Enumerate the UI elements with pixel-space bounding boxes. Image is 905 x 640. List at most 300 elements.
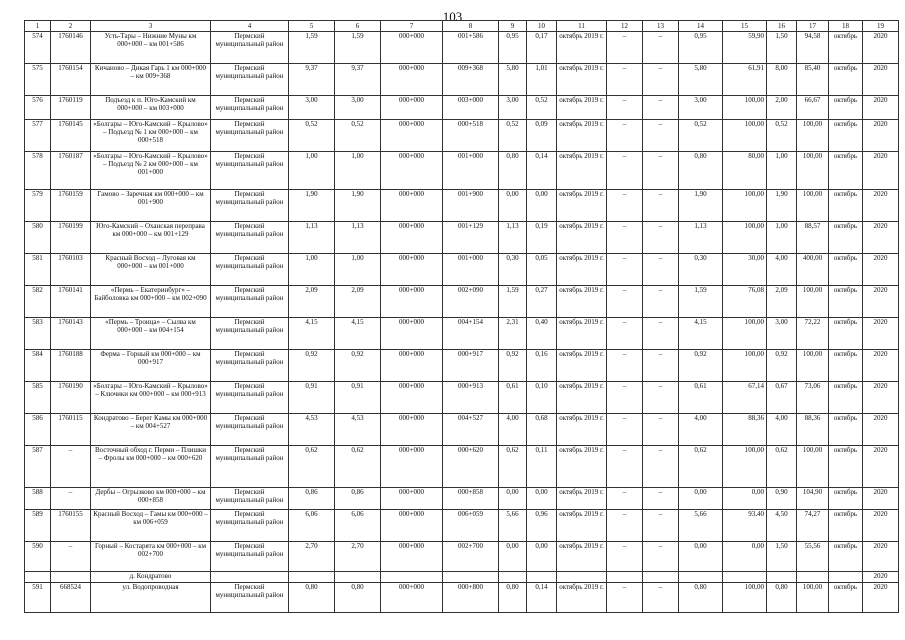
- cell-owner: Пермский муниципальный район: [211, 32, 289, 64]
- cell-name: Красный Восход – Гамы км 000+000 – км 006+059: [91, 510, 211, 542]
- table-row: [25, 510, 899, 542]
- cell-c19: 2020: [863, 222, 899, 254]
- cell-code: 1760187: [51, 152, 91, 190]
- section-empty-cell: [829, 572, 863, 583]
- cell-c19: 2020: [863, 96, 899, 120]
- cell-c9: 3,00: [499, 96, 527, 120]
- cell-c11: октябрь 2019 г.: [557, 152, 607, 190]
- cell-n: 575: [25, 64, 51, 96]
- header-cell: 7: [381, 21, 443, 32]
- cell-c10: 0,27: [527, 286, 557, 318]
- cell-c19: 2020: [863, 583, 899, 613]
- cell-c14: 0,61: [679, 382, 723, 414]
- cell-c12: –: [607, 414, 643, 446]
- cell-c8: 009+368: [443, 64, 499, 96]
- cell-code: 1760103: [51, 254, 91, 286]
- cell-c16: 0,67: [767, 382, 797, 414]
- cell-c13: –: [643, 190, 679, 222]
- cell-c6: 1,00: [335, 254, 381, 286]
- cell-c16: 0,90: [767, 488, 797, 510]
- cell-c18: октябрь: [829, 222, 863, 254]
- cell-c17: 73,06: [797, 382, 829, 414]
- cell-n: 583: [25, 318, 51, 350]
- cell-c8: 000+518: [443, 120, 499, 152]
- cell-c7: 000+000: [381, 96, 443, 120]
- cell-c13: –: [643, 32, 679, 64]
- cell-name: Ферма – Горный км 000+000 – км 000+917: [91, 350, 211, 382]
- cell-c15: 76,08: [723, 286, 767, 318]
- cell-c10: 1,01: [527, 64, 557, 96]
- table-row: [25, 64, 899, 96]
- cell-c9: 4,00: [499, 414, 527, 446]
- cell-code: –: [51, 542, 91, 572]
- cell-c15: 59,90: [723, 32, 767, 64]
- roads-table: [24, 20, 899, 613]
- cell-c9: 0,52: [499, 120, 527, 152]
- section-empty-cell: [527, 572, 557, 583]
- cell-c16: 3,00: [767, 318, 797, 350]
- header-cell: 5: [289, 21, 335, 32]
- cell-c10: 0,05: [527, 254, 557, 286]
- cell-c8: 004+527: [443, 414, 499, 446]
- cell-owner: Пермский муниципальный район: [211, 488, 289, 510]
- cell-c19: 2020: [863, 350, 899, 382]
- cell-c11: октябрь 2019 г.: [557, 254, 607, 286]
- cell-c11: октябрь 2019 г.: [557, 190, 607, 222]
- cell-c12: –: [607, 510, 643, 542]
- cell-c15: 100,00: [723, 446, 767, 488]
- cell-c5: 0,92: [289, 350, 335, 382]
- cell-name: «Болгары – Юго-Камский – Крылово» – Подъезд № 1 км 000+000 – км 000+518: [91, 120, 211, 152]
- section-empty-cell: [211, 572, 289, 583]
- cell-c14: 5,80: [679, 64, 723, 96]
- cell-c7: 000+000: [381, 64, 443, 96]
- cell-owner: Пермский муниципальный район: [211, 414, 289, 446]
- cell-c10: 0,96: [527, 510, 557, 542]
- cell-c5: 3,00: [289, 96, 335, 120]
- cell-c15: 0,00: [723, 542, 767, 572]
- header-cell: 12: [607, 21, 643, 32]
- cell-owner: Пермский муниципальный район: [211, 318, 289, 350]
- cell-c18: октябрь: [829, 190, 863, 222]
- cell-name: «Пермь – Екатеринбург» – Байболовка км 000+000 – км 002+090: [91, 286, 211, 318]
- cell-n: 590: [25, 542, 51, 572]
- cell-c16: 1,00: [767, 222, 797, 254]
- cell-name: ул. Водопроводная: [91, 583, 211, 613]
- cell-c8: 000+917: [443, 350, 499, 382]
- table-row: [25, 286, 899, 318]
- cell-code: 1760199: [51, 222, 91, 254]
- cell-c16: 2,00: [767, 96, 797, 120]
- cell-c11: октябрь 2019 г.: [557, 542, 607, 572]
- cell-code: 1760115: [51, 414, 91, 446]
- cell-c10: 0,00: [527, 542, 557, 572]
- cell-c7: 000+000: [381, 583, 443, 613]
- cell-c5: 0,52: [289, 120, 335, 152]
- cell-c11: октябрь 2019 г.: [557, 488, 607, 510]
- cell-c5: 2,09: [289, 286, 335, 318]
- cell-c16: 4,00: [767, 414, 797, 446]
- cell-c13: –: [643, 254, 679, 286]
- cell-c13: –: [643, 318, 679, 350]
- cell-c17: 100,00: [797, 286, 829, 318]
- cell-c10: 0,52: [527, 96, 557, 120]
- cell-name: «Пермь – Троица» – Сылва км 000+000 – км 004+154: [91, 318, 211, 350]
- cell-c18: октябрь: [829, 542, 863, 572]
- table-row: [25, 190, 899, 222]
- cell-c13: –: [643, 64, 679, 96]
- cell-c12: –: [607, 64, 643, 96]
- cell-c14: 5,66: [679, 510, 723, 542]
- cell-c6: 9,37: [335, 64, 381, 96]
- cell-c16: 4,50: [767, 510, 797, 542]
- cell-c18: октябрь: [829, 96, 863, 120]
- cell-c6: 4,53: [335, 414, 381, 446]
- cell-c7: 000+000: [381, 510, 443, 542]
- table-row: [25, 120, 899, 152]
- table-row: [25, 382, 899, 414]
- cell-c16: 0,52: [767, 120, 797, 152]
- cell-c12: –: [607, 446, 643, 488]
- cell-c7: 000+000: [381, 382, 443, 414]
- cell-name: Дербы – Огрызково км 000+000 – км 000+858: [91, 488, 211, 510]
- cell-c11: октябрь 2019 г.: [557, 64, 607, 96]
- cell-c17: 66,67: [797, 96, 829, 120]
- cell-c5: 1,13: [289, 222, 335, 254]
- table-row: [25, 222, 899, 254]
- cell-c9: 0,00: [499, 542, 527, 572]
- cell-name: «Болгары – Юго-Камский – Крылово» – Ключики км 000+000 – км 000+913: [91, 382, 211, 414]
- cell-n: 574: [25, 32, 51, 64]
- cell-c12: –: [607, 254, 643, 286]
- cell-c19: 2020: [863, 152, 899, 190]
- header-cell: 9: [499, 21, 527, 32]
- cell-c17: 100,00: [797, 583, 829, 613]
- cell-c14: 0,62: [679, 446, 723, 488]
- cell-c14: 1,59: [679, 286, 723, 318]
- cell-c5: 0,91: [289, 382, 335, 414]
- cell-c12: –: [607, 350, 643, 382]
- cell-c12: –: [607, 382, 643, 414]
- cell-owner: Пермский муниципальный район: [211, 96, 289, 120]
- cell-c6: 0,92: [335, 350, 381, 382]
- cell-c17: 100,00: [797, 446, 829, 488]
- cell-c11: октябрь 2019 г.: [557, 318, 607, 350]
- cell-c15: 100,00: [723, 350, 767, 382]
- cell-c7: 000+000: [381, 488, 443, 510]
- cell-c13: –: [643, 583, 679, 613]
- cell-c10: 0,09: [527, 120, 557, 152]
- section-empty-cell: [767, 572, 797, 583]
- cell-c8: 001+586: [443, 32, 499, 64]
- cell-c10: 0,14: [527, 152, 557, 190]
- table-row: [25, 96, 899, 120]
- cell-c18: октябрь: [829, 64, 863, 96]
- cell-c12: –: [607, 542, 643, 572]
- cell-c14: 0,30: [679, 254, 723, 286]
- cell-code: 1760188: [51, 350, 91, 382]
- page-number: 103: [442, 9, 463, 24]
- cell-c9: 0,62: [499, 446, 527, 488]
- cell-name: Кичаново – Дикая Гарь 1 км 000+000 – км 009+368: [91, 64, 211, 96]
- cell-c5: 9,37: [289, 64, 335, 96]
- table-row: [25, 446, 899, 488]
- cell-c6: 1,00: [335, 152, 381, 190]
- cell-c16: 0,80: [767, 583, 797, 613]
- cell-c9: 0,92: [499, 350, 527, 382]
- cell-n: 579: [25, 190, 51, 222]
- cell-c5: 2,70: [289, 542, 335, 572]
- cell-n: 578: [25, 152, 51, 190]
- cell-c10: 0,68: [527, 414, 557, 446]
- cell-c9: 0,61: [499, 382, 527, 414]
- cell-c8: 003+000: [443, 96, 499, 120]
- cell-c13: –: [643, 510, 679, 542]
- header-row: [25, 21, 899, 32]
- cell-c6: 4,15: [335, 318, 381, 350]
- cell-code: 668524: [51, 583, 91, 613]
- cell-c10: 0,00: [527, 488, 557, 510]
- cell-c11: октябрь 2019 г.: [557, 32, 607, 64]
- cell-c5: 0,86: [289, 488, 335, 510]
- cell-c10: 0,40: [527, 318, 557, 350]
- cell-c8: 000+620: [443, 446, 499, 488]
- cell-c9: 5,80: [499, 64, 527, 96]
- cell-c16: 1,90: [767, 190, 797, 222]
- cell-c11: октябрь 2019 г.: [557, 382, 607, 414]
- cell-c14: 0,92: [679, 350, 723, 382]
- cell-c13: –: [643, 542, 679, 572]
- cell-c6: 6,06: [335, 510, 381, 542]
- cell-c8: 001+000: [443, 254, 499, 286]
- cell-c12: –: [607, 152, 643, 190]
- table-body: [25, 21, 899, 613]
- cell-c17: 88,57: [797, 222, 829, 254]
- cell-code: 1760190: [51, 382, 91, 414]
- cell-c16: 0,62: [767, 446, 797, 488]
- cell-c6: 1,13: [335, 222, 381, 254]
- cell-c11: октябрь 2019 г.: [557, 583, 607, 613]
- cell-c15: 100,00: [723, 222, 767, 254]
- header-cell: 4: [211, 21, 289, 32]
- cell-owner: Пермский муниципальный район: [211, 286, 289, 318]
- cell-name: Юго-Камский – Оханская переправа км 000+000 – км 001+129: [91, 222, 211, 254]
- cell-c9: 2,31: [499, 318, 527, 350]
- cell-c17: 400,00: [797, 254, 829, 286]
- cell-c19: 2020: [863, 32, 899, 64]
- cell-c10: 0,14: [527, 583, 557, 613]
- cell-c18: октябрь: [829, 318, 863, 350]
- cell-c10: 0,17: [527, 32, 557, 64]
- cell-name: Гамово – Заречная км 000+000 – км 001+900: [91, 190, 211, 222]
- cell-name: «Болгары – Юго-Камский – Крылово» – Подъезд № 2 км 000+000 – км 001+000: [91, 152, 211, 190]
- cell-code: 1760145: [51, 120, 91, 152]
- cell-c12: –: [607, 96, 643, 120]
- cell-c13: –: [643, 446, 679, 488]
- cell-c14: 1,90: [679, 190, 723, 222]
- cell-c16: 1,50: [767, 542, 797, 572]
- cell-owner: Пермский муниципальный район: [211, 254, 289, 286]
- cell-c19: 2020: [863, 286, 899, 318]
- cell-name: Горный – Костарята км 000+000 – км 002+700: [91, 542, 211, 572]
- cell-n: 585: [25, 382, 51, 414]
- cell-c7: 000+000: [381, 318, 443, 350]
- cell-c17: 100,00: [797, 120, 829, 152]
- cell-name: Усть-Тары – Нижние Муны км 000+000 – км 001+586: [91, 32, 211, 64]
- cell-owner: Пермский муниципальный район: [211, 446, 289, 488]
- cell-n: 591: [25, 583, 51, 613]
- cell-c13: –: [643, 414, 679, 446]
- cell-c18: октябрь: [829, 510, 863, 542]
- cell-owner: Пермский муниципальный район: [211, 583, 289, 613]
- cell-c19: 2020: [863, 414, 899, 446]
- cell-n: 576: [25, 96, 51, 120]
- cell-c5: 0,62: [289, 446, 335, 488]
- cell-c19: 2020: [863, 542, 899, 572]
- cell-c16: 4,00: [767, 254, 797, 286]
- cell-c15: 61,91: [723, 64, 767, 96]
- cell-c18: октябрь: [829, 254, 863, 286]
- cell-code: –: [51, 446, 91, 488]
- cell-c18: октябрь: [829, 414, 863, 446]
- cell-c9: 5,66: [499, 510, 527, 542]
- section-empty-cell: [679, 572, 723, 583]
- cell-c7: 000+000: [381, 32, 443, 64]
- cell-c14: 0,52: [679, 120, 723, 152]
- cell-c13: –: [643, 350, 679, 382]
- cell-c15: 0,00: [723, 488, 767, 510]
- cell-c17: 104,90: [797, 488, 829, 510]
- cell-c17: 74,27: [797, 510, 829, 542]
- header-cell: 2: [51, 21, 91, 32]
- cell-c7: 000+000: [381, 222, 443, 254]
- cell-c12: –: [607, 32, 643, 64]
- cell-n: 584: [25, 350, 51, 382]
- cell-n: 577: [25, 120, 51, 152]
- cell-c13: –: [643, 488, 679, 510]
- cell-c11: октябрь 2019 г.: [557, 286, 607, 318]
- header-cell: 11: [557, 21, 607, 32]
- cell-c6: 1,59: [335, 32, 381, 64]
- cell-c15: 30,00: [723, 254, 767, 286]
- section-empty-cell: [607, 572, 643, 583]
- table-row: [25, 350, 899, 382]
- cell-c9: 1,59: [499, 286, 527, 318]
- section-empty-cell: [797, 572, 829, 583]
- cell-c8: 000+858: [443, 488, 499, 510]
- cell-c18: октябрь: [829, 382, 863, 414]
- cell-c14: 0,00: [679, 488, 723, 510]
- cell-c10: 0,19: [527, 222, 557, 254]
- cell-c15: 88,36: [723, 414, 767, 446]
- cell-c13: –: [643, 382, 679, 414]
- header-cell: 16: [767, 21, 797, 32]
- cell-c16: 1,50: [767, 32, 797, 64]
- cell-c15: 100,00: [723, 190, 767, 222]
- cell-c8: 001+900: [443, 190, 499, 222]
- cell-c7: 000+000: [381, 120, 443, 152]
- section-empty-cell: [557, 572, 607, 583]
- cell-c12: –: [607, 286, 643, 318]
- table-row: [25, 542, 899, 572]
- cell-c15: 100,00: [723, 583, 767, 613]
- cell-c19: 2020: [863, 318, 899, 350]
- header-cell: 14: [679, 21, 723, 32]
- section-empty-cell: [51, 572, 91, 583]
- cell-c7: 000+000: [381, 152, 443, 190]
- cell-c9: 1,13: [499, 222, 527, 254]
- cell-c15: 67,14: [723, 382, 767, 414]
- cell-n: 588: [25, 488, 51, 510]
- cell-owner: Пермский муниципальный район: [211, 510, 289, 542]
- cell-c11: октябрь 2019 г.: [557, 414, 607, 446]
- cell-c6: 0,80: [335, 583, 381, 613]
- cell-code: 1760143: [51, 318, 91, 350]
- cell-c9: 0,00: [499, 190, 527, 222]
- cell-c7: 000+000: [381, 286, 443, 318]
- cell-c16: 1,00: [767, 152, 797, 190]
- cell-c6: 0,52: [335, 120, 381, 152]
- header-cell: 17: [797, 21, 829, 32]
- cell-c19: 2020: [863, 120, 899, 152]
- cell-c11: октябрь 2019 г.: [557, 96, 607, 120]
- cell-c19: 2020: [863, 64, 899, 96]
- cell-c10: 0,00: [527, 190, 557, 222]
- cell-c5: 1,00: [289, 152, 335, 190]
- table-row: [25, 488, 899, 510]
- cell-c16: 0,92: [767, 350, 797, 382]
- cell-c6: 3,00: [335, 96, 381, 120]
- cell-c17: 55,56: [797, 542, 829, 572]
- cell-code: –: [51, 488, 91, 510]
- cell-c6: 0,86: [335, 488, 381, 510]
- section-empty-cell: [443, 572, 499, 583]
- cell-c6: 2,70: [335, 542, 381, 572]
- cell-c8: 006+059: [443, 510, 499, 542]
- cell-c8: 002+700: [443, 542, 499, 572]
- cell-c14: 0,80: [679, 152, 723, 190]
- cell-n: 589: [25, 510, 51, 542]
- cell-owner: Пермский муниципальный район: [211, 64, 289, 96]
- cell-c14: 4,00: [679, 414, 723, 446]
- cell-c19: 2020: [863, 446, 899, 488]
- cell-c17: 72,22: [797, 318, 829, 350]
- cell-c9: 0,80: [499, 152, 527, 190]
- cell-c18: октябрь: [829, 152, 863, 190]
- cell-c7: 000+000: [381, 190, 443, 222]
- cell-c14: 4,15: [679, 318, 723, 350]
- cell-c15: 80,00: [723, 152, 767, 190]
- cell-c7: 000+000: [381, 414, 443, 446]
- cell-n: 581: [25, 254, 51, 286]
- cell-c13: –: [643, 96, 679, 120]
- cell-c9: 0,95: [499, 32, 527, 64]
- cell-code: 1760141: [51, 286, 91, 318]
- cell-owner: Пермский муниципальный район: [211, 542, 289, 572]
- cell-n: 582: [25, 286, 51, 318]
- section-empty-cell: [499, 572, 527, 583]
- cell-c6: 1,90: [335, 190, 381, 222]
- cell-c16: 2,09: [767, 286, 797, 318]
- cell-c19: 2020: [863, 190, 899, 222]
- cell-c16: 8,00: [767, 64, 797, 96]
- cell-name: Красный Восход – Луговая км 000+000 – км 001+000: [91, 254, 211, 286]
- cell-c5: 1,90: [289, 190, 335, 222]
- section-empty-cell: [289, 572, 335, 583]
- section-year: 2020: [863, 572, 899, 583]
- cell-c8: 000+800: [443, 583, 499, 613]
- header-cell: 1: [25, 21, 51, 32]
